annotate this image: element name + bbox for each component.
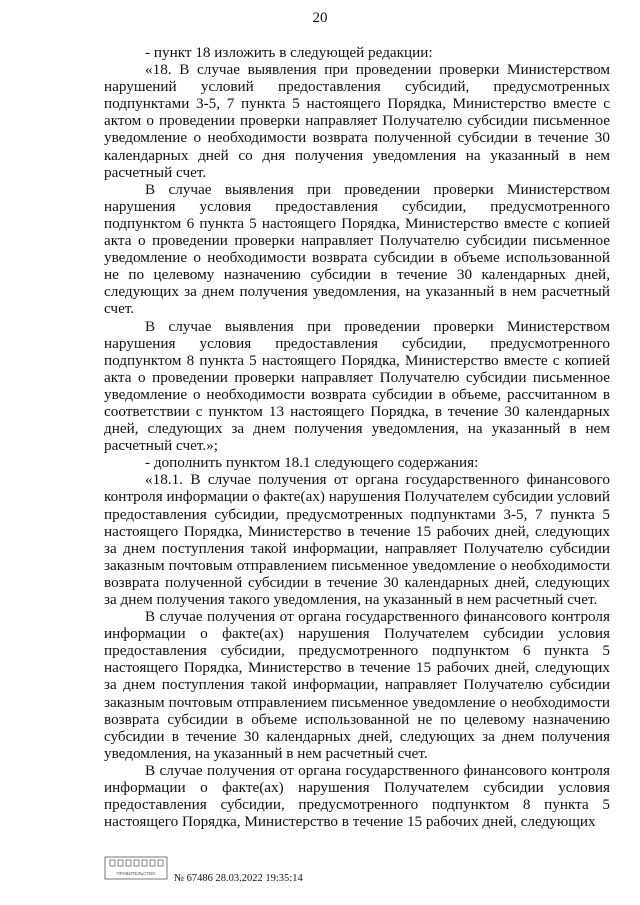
paragraph: «18. В случае выявления при проведении проверки Министерством нарушений условий предоставления субсидий, предусмотренных подпунктами 3-5, 7 пункта 5 настоящего Порядка, Министерство вместе с актом о проведении проверки направляет Получателю субсидии письменное уведомление о необходимости возврата полученной субсидии в течение 30 календарных дней со дня получения уведомления на указанный в нем расчетный счет. bbox=[104, 61, 610, 181]
paragraph: В случае получения от органа государственного финансового контроля информации о факте(ах) нарушения Получателем субсидии условия предоставления субсидии, предусмотренного подпунктом 6 пункта 5 настоящего Порядка, Министерство в течение 15 рабочих дней, следующих за днем поступления такой информации, направляет Получателю субсидии заказным почтовым отправлением письменное уведомление о необходимости возврата субсидии в объеме использованной не по целевому назначению субсидии в течение 30 календарных дней, следующих за днем получения уведомления, на указанный в нем расчетный счет. bbox=[104, 608, 610, 762]
paragraph: - дополнить пунктом 18.1 следующего содержания: bbox=[145, 454, 479, 472]
paragraph: В случае получения от органа государственного финансового контроля информации о факте(ах) нарушения Получателем субсидии условия предоставления субсидии, предусмотренного подпунктом 8 пункта 5 настоящего Порядка, Министерство в течение 15 рабочих дней, следующих bbox=[104, 761, 610, 831]
paragraph: «18.1. В случае получения от органа государственного финансового контроля информации о факте(ах) нарушения Получателем субсидии условий предоставления субсидии, предусмотренных подпунктами 3-5, 7 пункта 5 настоящего Порядка, Министерство в течение 15 рабочих дней, следующих за днем поступления такой информации, направляет Получателю субсидии заказным почтовым отправлением письменное уведомление о необходимости возврата полученной субсидии в течение 30 календарных дней, следующих за днем получения такого уведомления, на указанный в нем расчетный счет. bbox=[104, 471, 610, 608]
document-body bbox=[104, 44, 610, 830]
page-number: 20 bbox=[312, 10, 328, 26]
paragraph: - пункт 18 изложить в следующей редакции: bbox=[145, 44, 433, 61]
paragraph: В случае выявления при проведении проверки Министерством нарушения условия предоставления субсидии, предусмотренного подпунктом 8 пункта 5 настоящего Порядка, Министерство вместе с копией акта о проведении проверки направляет Получателю субсидии письменное уведомление о необходимости возврата субсидии в объеме, рассчитанном в соответствии с пунктом 13 настоящего Порядка, в течение 30 календарных дней, следующих за днем получения уведомления, на указанный в нем расчетный счет.»; bbox=[104, 317, 610, 455]
registration-number: № 67486 28.03.2022 19:35:14 bbox=[174, 873, 303, 884]
paragraph: В случае выявления при проведении проверки Министерством нарушения условия предоставления субсидии, предусмотренного подпунктом 6 пункта 5 настоящего Порядка, Министерство вместе с копией акта о проведении проверки направляет Получателю субсидии письменное уведомление о необходимости возврата субсидии в объеме использованной не по целевому назначению субсидии в течение 30 календарных дней, следующих за днем получения уведомления, на указанный в нем расчетный счет. bbox=[104, 180, 610, 318]
svg-text:ПРАВИТЕЛЬСТВО: ПРАВИТЕЛЬСТВО bbox=[116, 871, 156, 876]
registration-stamp-icon bbox=[104, 856, 168, 880]
